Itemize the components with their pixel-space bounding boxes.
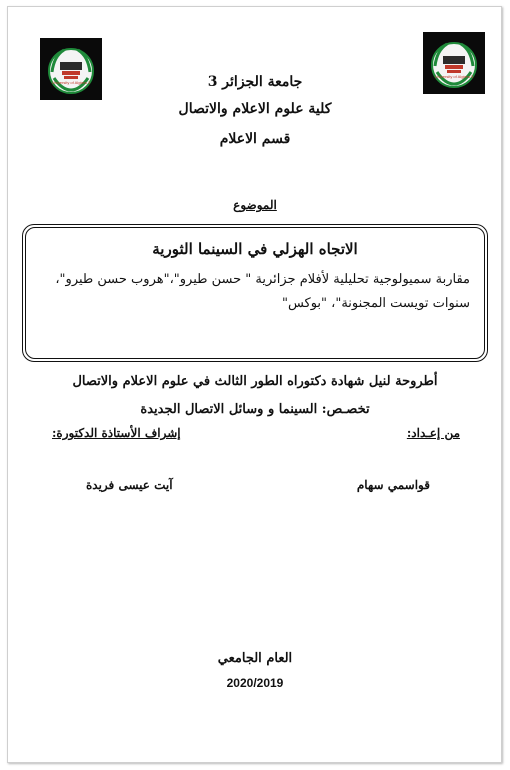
thesis-title: الاتجاه الهزلي في السينما الثورية [152, 240, 358, 258]
university-name: جامعة الجزائر 3 [207, 74, 303, 90]
academic-year-label: العام الجامعي [217, 651, 293, 666]
thesis-subtitle: مقاربة سميولوجية تحليلية لأفلام جزائرية " حسن طيرو"،"هروب حسن طيرو"، سنوات تويست المجنونة"، "بوكس" [55, 272, 470, 311]
title-frame [25, 227, 485, 359]
supervisor-label: إشراف الأستاذة الدكتورة: [52, 426, 181, 440]
university-seal-icon [40, 38, 102, 100]
seal-text: University of Algiers 3 [434, 74, 474, 79]
seal-text: University of Algiers 3 [51, 80, 91, 85]
prepared-by-label: من إعـداد: [406, 426, 460, 440]
supervisor-name: آيت عيسى فريدة [86, 478, 173, 492]
academic-year-value: 2020/2019 [226, 676, 284, 690]
faculty-name: كلية علوم الاعلام والاتصال [178, 101, 332, 117]
university-logo-left [40, 38, 102, 100]
thesis-purpose: أطروحة لنيل شهادة دكتوراه الطور الثالث في علوم الاعلام والاتصال [72, 374, 438, 389]
thesis-specialty: تخصـص: السينما و وسائل الاتصال الجديدة [140, 402, 370, 417]
student-name: قواسمي سهام [356, 478, 430, 492]
department-name: قسم الاعلام [219, 131, 291, 147]
topic-label: الموضوع [233, 198, 277, 212]
